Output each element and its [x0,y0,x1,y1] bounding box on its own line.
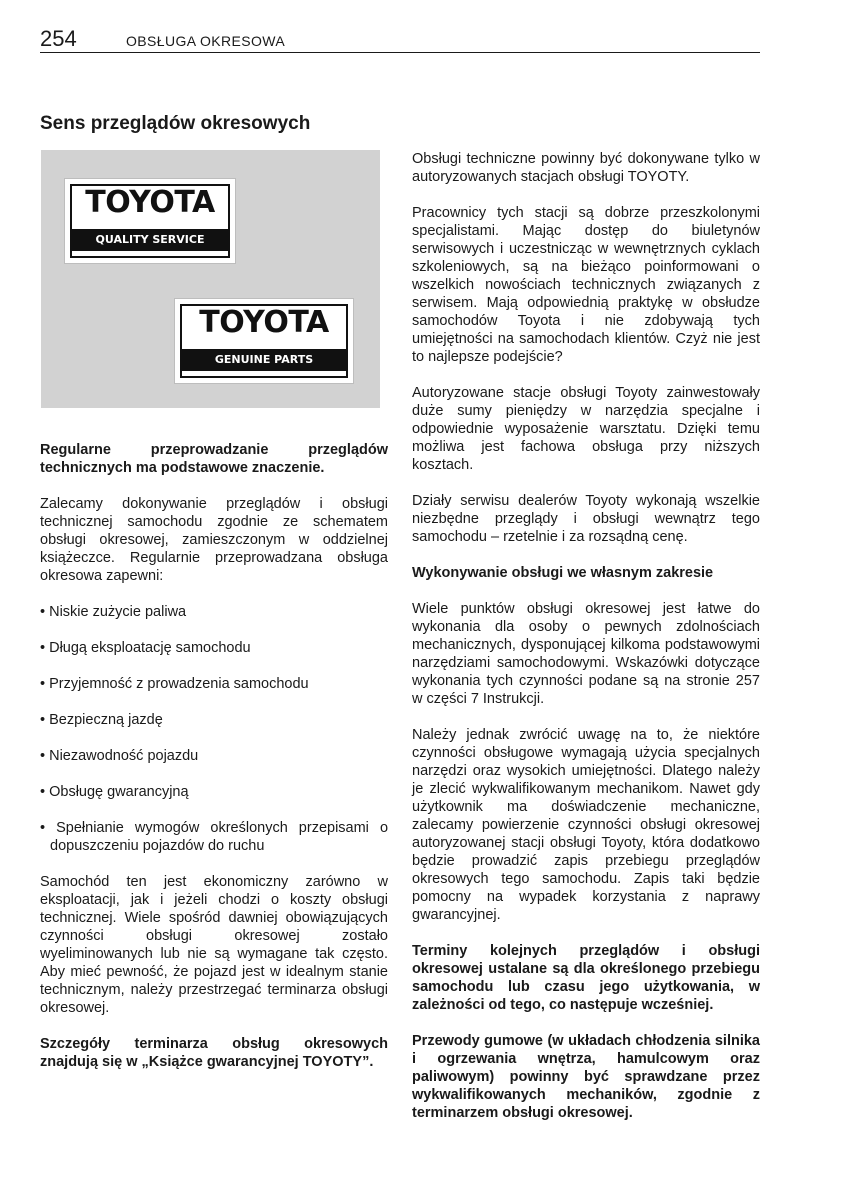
benefits-list [40,603,388,855]
paragraph: Autoryzowane stacje obsługi Toyoty zainwestowały duże sumy pieniędzy w narzędzia specjalne i odpowiednie wyposażenie warsztatu. Dzięki temu możliwa jest fachowa obsługa przy niższych kosztach. [412,385,760,473]
left-column [40,441,388,1089]
logo-tagline-bar: QUALITY SERVICE [71,229,229,251]
toyota-logos-figure [41,150,380,408]
paragraph: Działy serwisu dealerów Toyoty wykonają wszelkie niezbędne przeglądy i obsługi wewnątrz tego samochodu – rzetelnie i za rozsądną cenę. [412,493,760,545]
paragraph: Zalecamy dokonywanie przeglądów i obsługi technicznej samochodu zgodnie ze schematem obsługi okresowej, zamieszczonym w oddzielnej książeczce. Regularnie przeprowadzana obsługa okresowa zapewni: [40,496,388,584]
page-number: 254 [40,26,77,51]
list-item: • Przyjemność z prowadzenia samochodu [40,675,388,693]
page-header [40,26,760,53]
bold-paragraph: Terminy kolejnych przeglądów i obsługi okresowej ustalane są dla określonego przebiegu samochodu lub czasu jego użytkowania, w zależności od tego, co następuje wcześniej. [412,943,760,1013]
toyota-genuine-parts-logo [174,298,354,384]
bold-paragraph: Przewody gumowe (w układach chłodzenia silnika i ogrzewania wnętrza, hamulcowym oraz paliwowym) powinny być sprawdzane przez wykwalifikowanych mechaników, zgodnie z terminarzem obsługi okresowej. [412,1033,760,1121]
bold-paragraph: Szczegóły terminarza obsług okresowych znajdują się w „Książce gwarancyjnej TOYOTY”. [40,1036,388,1070]
paragraph: Pracownicy tych stacji są dobrze przeszkolonymi specjalistami. Mając dostęp do biuletynów serwisowych i uczestnicząc w wewnętrznych cyklach szkoleniowych, są na bieżąco poinformowani o wszelkich nowościach technicznych związanych z serwisem. Mają odpowiednią praktykę w obsłudze samochodów Toyota i nie zdobywają tych umiejętności na samochodach klientów. Czyż nie jest to najlepsze podejście? [412,205,760,365]
running-title: OBSŁUGA OKRESOWA [126,33,286,49]
paragraph: Wiele punktów obsługi okresowej jest łatwe do wykonania dla osoby o pewnych zdolnościach mechanicznych, dysponującej kilkoma podstawowymi narzędziami samochodowymi. Wskazówki dotyczące wykonania tych czynności podane są na stronie 257 w części 7 Instrukcji. [412,601,760,707]
intro-bold-paragraph: Regularne przeprowadzanie przeglądów technicznych ma podstawowe znaczenie. [40,442,388,476]
toyota-quality-service-logo [64,178,236,264]
logo-wordmark: TOYOTA [85,185,215,220]
subheading: Wykonywanie obsługi we własnym zakresie [412,565,714,581]
section-title: Sens przeglądów okresowych [40,113,311,134]
list-item: • Niskie zużycie paliwa [40,603,388,621]
right-column [412,150,760,1140]
paragraph: Obsługi techniczne powinny być dokonywane tylko w autoryzowanych stacjach obsługi TOYOTY. [412,151,760,185]
logo-tagline-bar: GENUINE PARTS [181,349,347,371]
paragraph: Należy jednak zwrócić uwagę na to, że niektóre czynności obsługowe wymagają użycia specjalnych narzędzi oraz wysokich umiejętności. Dlatego należy je zlecić wykwalifikowanym mechanikom. Nawet gdy użytkownik ma doświadczenie mechaniczne, zalecamy powierzenie czynności obsługi okresowej autoryzowanej stacji obsługi Toyoty, która dodatkowo będzie prowadzić zapis przebiegu przeglądów okresowych tego samochodu. Zapis taki będzie pomocny na wypadek korzystania z naprawy gwarancyjnej. [412,727,760,923]
list-item: • Niezawodność pojazdu [40,747,388,765]
list-item: • Długą eksploatację samochodu [40,639,388,657]
paragraph: Samochód ten jest ekonomiczny zarówno w eksploatacji, jak i jeżeli chodzi o koszty obsługi technicznej. Wiele spośród dawniej obowiązujących czynności obsługi okresowej zostało wyeliminowanych lub nie są wymagane tak często. Aby mieć pewność, że pojazd jest w idealnym stanie technicznym, należy przestrzegać terminarza obsługi okresowej. [40,874,388,1016]
logo-wordmark: TOYOTA [199,305,329,340]
list-item: • Bezpieczną jazdę [40,711,388,729]
list-item: • Obsługę gwarancyjną [40,783,388,801]
list-item: • Spełnianie wymogów określonych przepisami o dopuszczeniu pojazdów do ruchu [40,819,388,855]
